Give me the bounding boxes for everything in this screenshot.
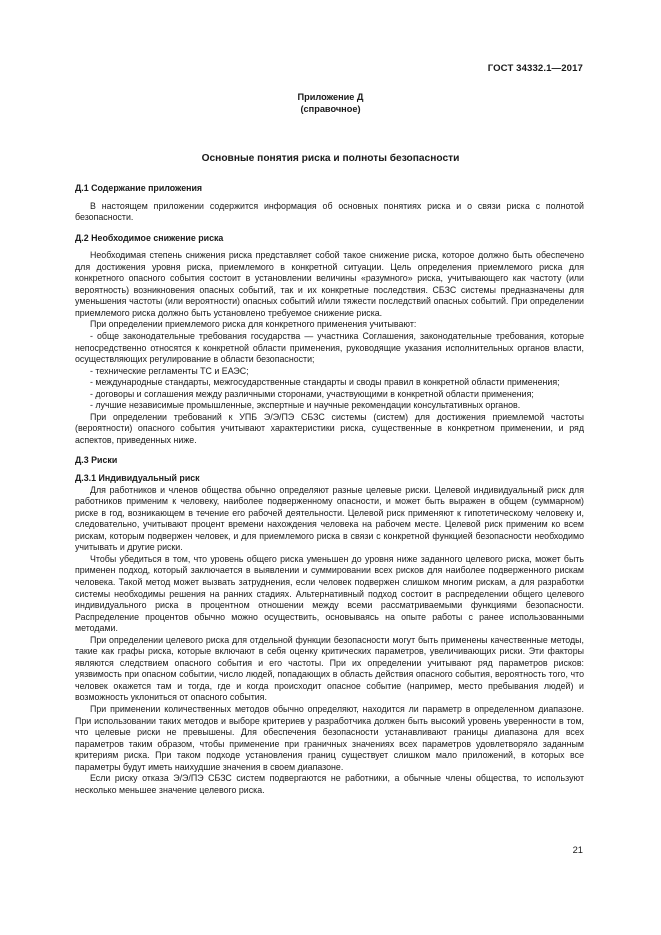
list-item: - международные стандарты, межгосударственные стандарты и своды правил в конкретной области применения; (90, 377, 560, 388)
list-item: - обще законодательные требования государства — участника Соглашения, законодательные требования, которые непосредственно относятся к конкретной области применения, руководящие указания исполнительных органов власти, осуществляющих регулирование в области безопасности; (75, 331, 584, 365)
paragraph: Для работников и членов общества обычно определяют разные целевые риски. Целевой индивидуальный риск для работников применим к человеку, наиболее подверженному опасности, и может быть выражен в общем (суммарном) риске в год, возникающем в течение его рабочей деятельности. Целевой риск применяют к гипотетическому человеку и, следовательно, учитывают процент времени нахождения человека на рабочем месте. Целевой риск применим ко всем рискам, которым подвержен человек, и для приемлемого риска в связи с конкретной функцией безопасности необходимо учитывать и другие риски. (75, 484, 584, 553)
page-number: 21 (572, 844, 583, 855)
list-item: - лучшие независимые промышленные, экспертные и научные рекомендации консультативных органов. (90, 400, 521, 411)
paragraph: Чтобы убедиться в том, что уровень общего риска уменьшен до уровня ниже заданного целевого риска, может быть применен подход, который заключается в выявлении и суммировании всех рисков для наиболее подверженного рискам человека. Такой метод может вызвать затруднения, если человек подвержен слишком многим рискам, а для разработки системы необходимы решения на ранних стадиях. Альтернативный подход состоит в распределении общего целевого индивидуального риска в процентном отношении между всеми рассматриваемыми функциями безопасности. Распределение процентов обычно можно осуществить, основываясь на опыте работы с ранее использованными методами. (75, 553, 584, 634)
section-heading-d3: Д.3 Риски (75, 455, 118, 466)
appendix-type: (справочное) (300, 104, 361, 114)
paragraph: Если риску отказа Э/Э/ПЭ СБЗС систем подвергаются не работники, а обычные члены общества, то используют несколько меньшее значение целевого риска. (75, 773, 584, 795)
paragraph: При определении требований к УПБ Э/Э/ПЭ СБЗС системы (систем) для достижения приемлемой частоты (вероятности) опасного события учитывают характеристики риска, существенные в конкретном применении, и ряд аспектов, приведенных ниже. (75, 411, 584, 445)
paragraph: При определении целевого риска для отдельной функции безопасности могут быть применены качественные методы, такие как графы риска, которые включают в себя оценку критических параметров, увеличивающих риски. Эти факторы являются следствием опасного события и его частоты. При их определении учитывают ряд параметров рисков: уязвимость при опасном событии, число людей, попадающих в область действия опасного события, вероятность того, что человек окажется там и тогда, где и когда происходит опасное событие (например, место пребывания людей) и возможность уклониться от опасного события. (75, 634, 584, 703)
section-heading-d1: Д.1 Содержание приложения (75, 183, 203, 193)
appendix-label: Приложение Д (297, 92, 364, 102)
appendix-heading (0, 91, 661, 115)
list-item: - технические регламенты ТС и ЕАЭС; (90, 365, 249, 376)
paragraph: В настоящем приложении содержится информация об основных понятиях риска и о связи риска с полнотой безопасности. (75, 200, 584, 223)
subsection-heading-d3-1: Д.3.1 Индивидуальный риск (75, 473, 200, 484)
document-body (75, 183, 584, 796)
paragraph: Необходимая степень снижения риска представляет собой такое снижение риска, которое должно быть обеспечено для достижения уровня риска, приемлемого в конкретной ситуации. Цель определения приемлемого риска для конкретного опасного события состоит в установлении величины «разумного» риска, учитывающего как частоту (или вероятность) возникновения опасных событий, так и их конкретные последствия. СБЗС системы предназначены для уменьшения частоты (или вероятности) опасных событий и/или тяжести последствий опасных событий. При определении приемлемого риска должно быть установлено требуемое снижение риска. (75, 250, 584, 318)
paragraph: При применении количественных методов обычно определяют, находится ли параметр в определенном диапазоне. При использовании таких методов и выборе критериев у разработчика должен быть высокий уровень уверенности в том, что целевые риски не превышены. Для обеспечения безопасности устанавливают границы диапазона для всех параметров таким образом, чтобы применение при граничных значениях всех параметров удовлетворяло заданным критериям риска. При таком подходе установления границ существует слишком мало приложений, в которых все параметры будут иметь наихудшие значения в своем диапазоне. (75, 703, 584, 772)
document-standard-code: ГОСТ 34332.1—2017 (487, 63, 583, 74)
section-heading-d2: Д.2 Необходимое снижение риска (75, 232, 224, 243)
list-item: - договоры и соглашения между различными сторонами, участвующими в конкретной области применения; (90, 388, 534, 399)
paragraph: При определении приемлемого риска для конкретного применения учитывают: (90, 319, 417, 330)
page-title: Основные понятия риска и полноты безопасности (201, 153, 460, 164)
